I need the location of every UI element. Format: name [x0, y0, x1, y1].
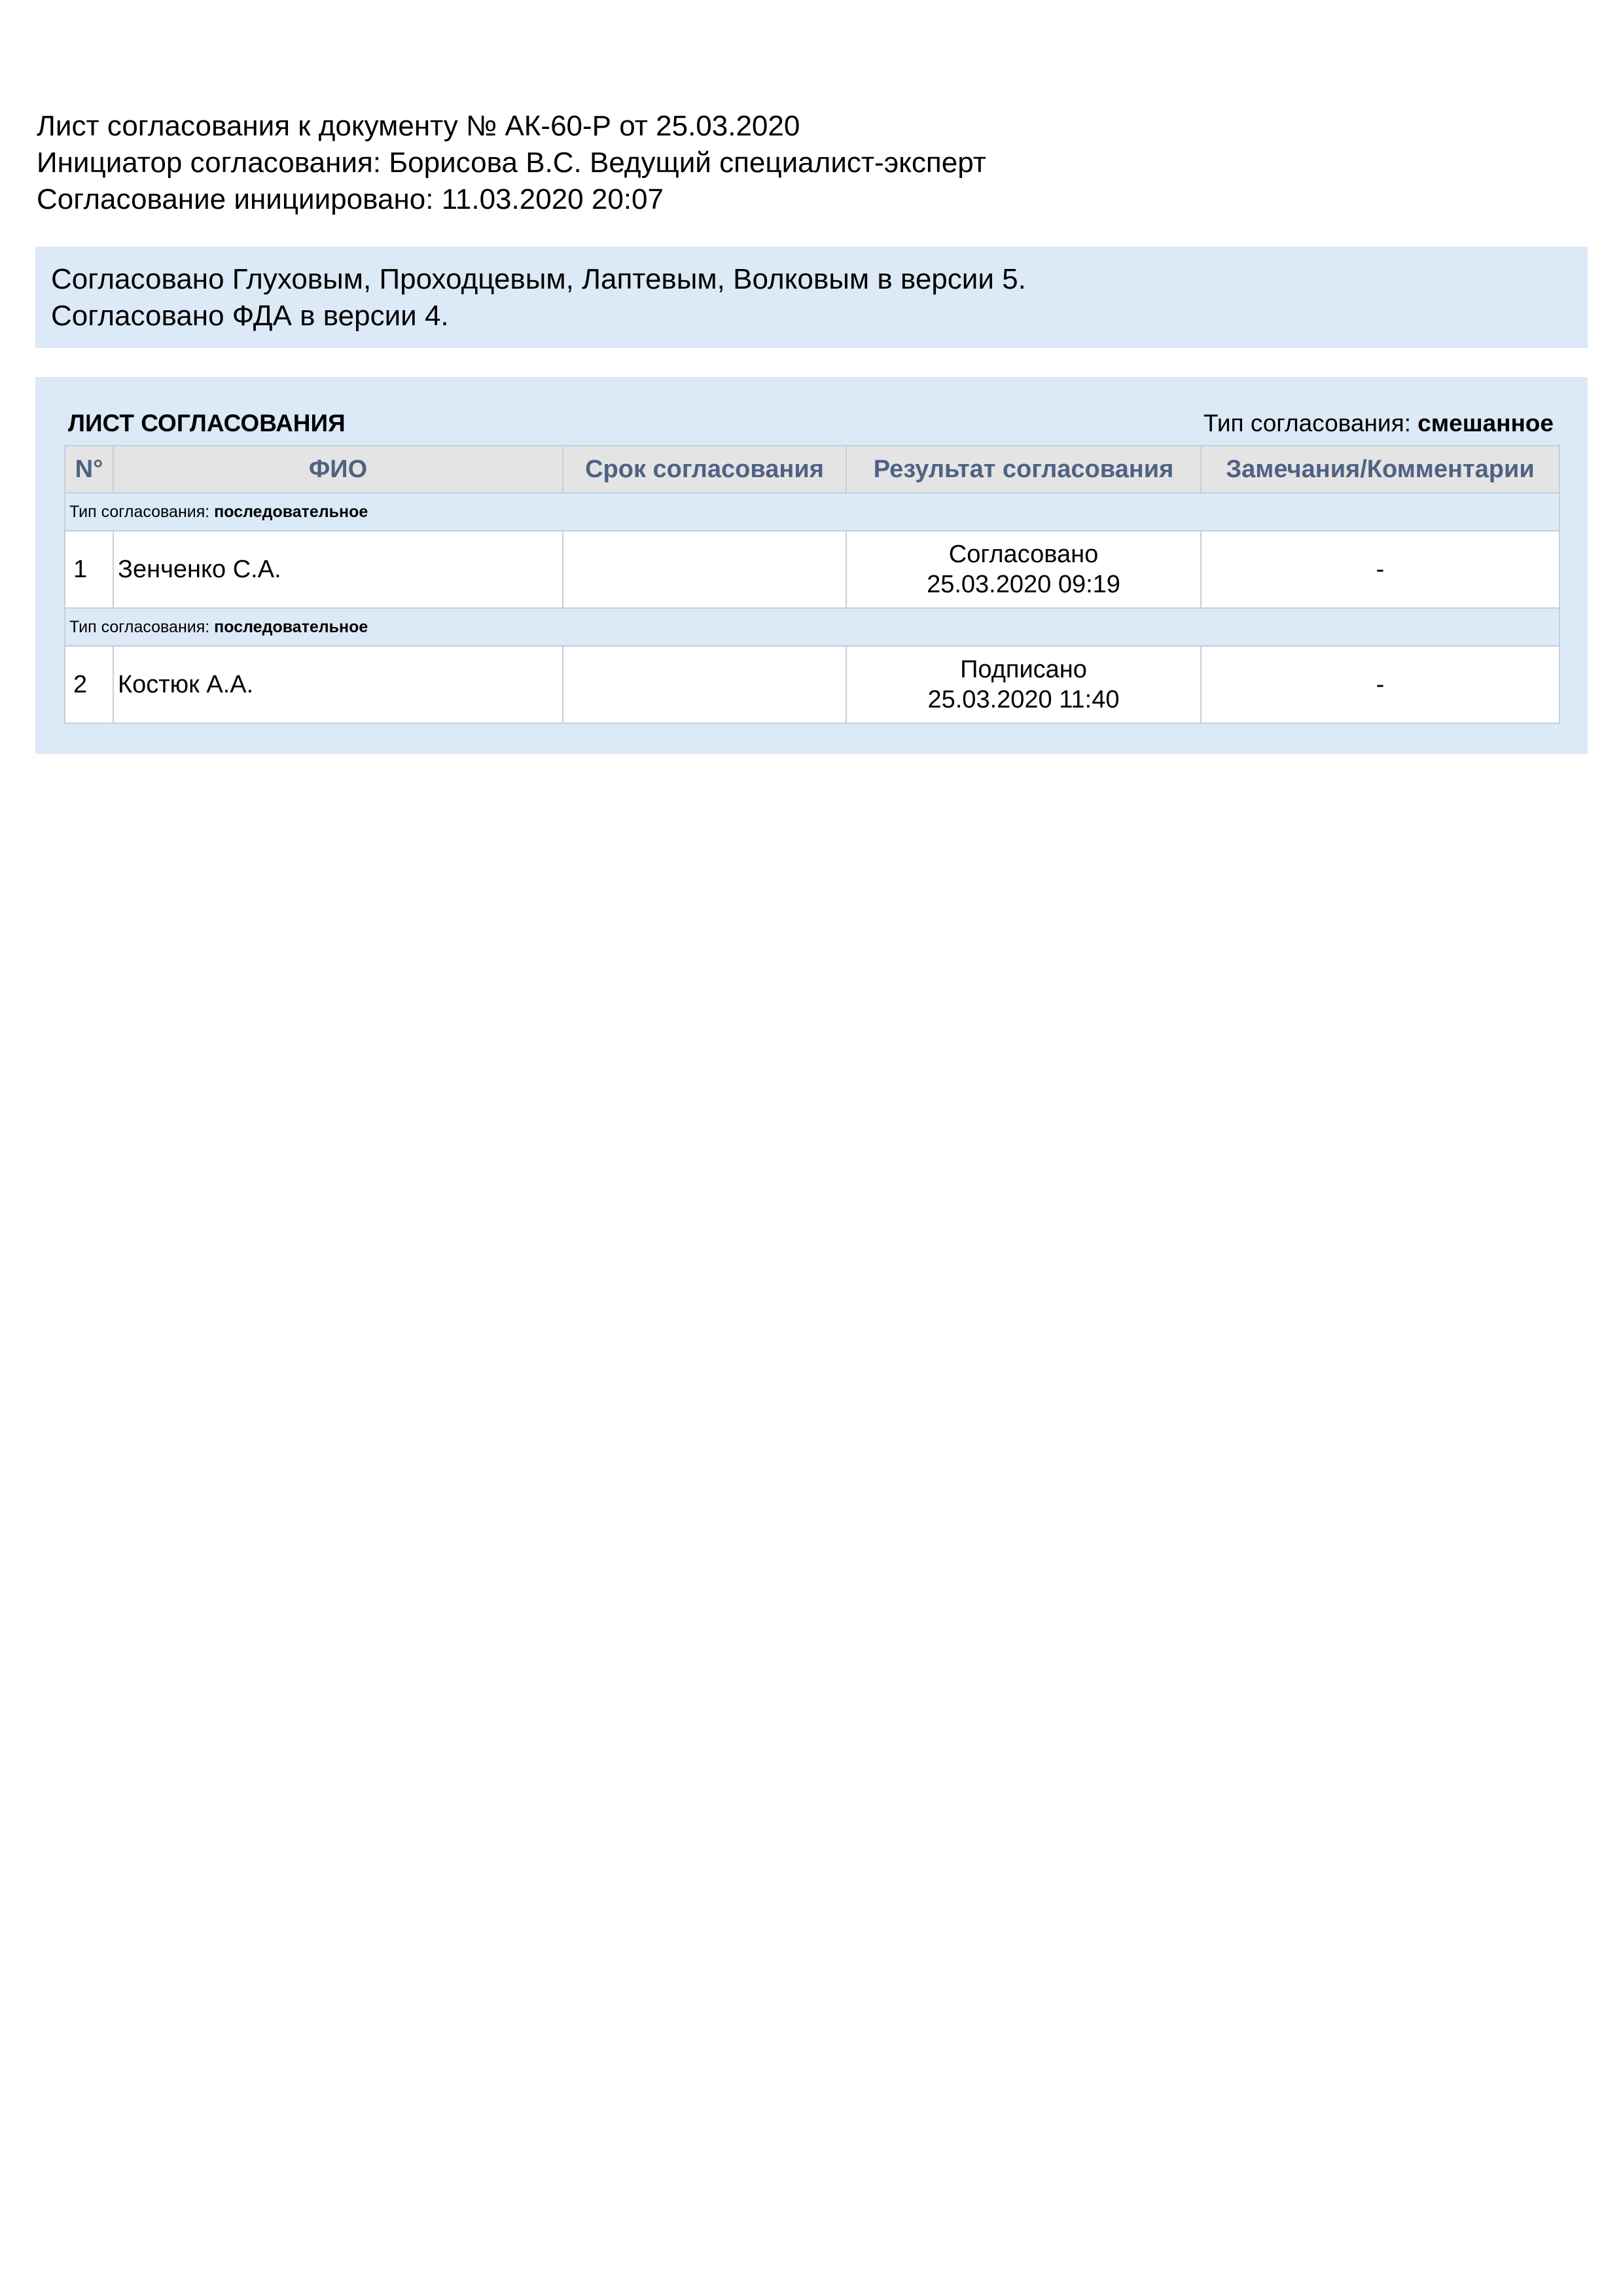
document-header: [37, 108, 1581, 218]
approval-summary-box: [35, 247, 1588, 348]
row-result-date: 25.03.2020 09:19: [927, 571, 1120, 598]
row-result-date: 25.03.2020 11:40: [927, 686, 1120, 713]
approval-type-label: Тип согласования:: [1203, 410, 1411, 437]
approval-sheet-title: ЛИСТ СОГЛАСОВАНИЯ: [68, 410, 346, 437]
group-type-value: последовательное: [214, 502, 368, 521]
approval-sheet-panel: [35, 377, 1588, 754]
row-result: [846, 646, 1201, 723]
initiated-date-line: Согласование инициировано: 11.03.2020 20:07: [37, 183, 664, 215]
table-row: [65, 531, 1560, 608]
group-type-cell: [65, 608, 1560, 646]
column-header-fio: ФИО: [113, 446, 563, 493]
column-header-result: Результат согласования: [846, 446, 1201, 493]
row-result-status: Подписано: [960, 656, 1087, 683]
group-type-label: Тип согласования:: [69, 502, 210, 521]
row-num: 1: [65, 531, 113, 608]
summary-line-1: Согласовано Глуховым, Проходцевым, Лаптевым, Волковым в версии 5.: [51, 263, 1026, 295]
table-row: [65, 646, 1560, 723]
row-fio: Зенченко С.А.: [113, 531, 563, 608]
row-result-status: Согласовано: [948, 541, 1099, 568]
column-header-deadline: Срок согласования: [563, 446, 846, 493]
row-fio: Костюк А.А.: [113, 646, 563, 723]
group-type-value: последовательное: [214, 617, 368, 636]
row-num: 2: [65, 646, 113, 723]
summary-line-2: Согласовано ФДА в версии 4.: [51, 300, 449, 332]
approval-type: [1204, 410, 1554, 437]
row-comment: -: [1201, 646, 1560, 723]
column-header-num: N°: [65, 446, 113, 493]
document-title-line: Лист согласования к документу № АК-60-Р от 25.03.2020: [37, 110, 800, 142]
group-row: [65, 608, 1560, 646]
row-deadline: [563, 531, 846, 608]
row-deadline: [563, 646, 846, 723]
initiator-line: Инициатор согласования: Борисова В.С. Ведущий специалист-эксперт: [37, 147, 986, 179]
approval-type-value: смешанное: [1418, 410, 1554, 437]
table-header-row: [65, 446, 1560, 493]
group-type-cell: [65, 493, 1560, 531]
row-comment: -: [1201, 531, 1560, 608]
row-result: [846, 531, 1201, 608]
group-row: [65, 493, 1560, 531]
approval-table: [64, 445, 1560, 724]
group-type-label: Тип согласования:: [69, 617, 210, 636]
column-header-comments: Замечания/Комментарии: [1201, 446, 1560, 493]
